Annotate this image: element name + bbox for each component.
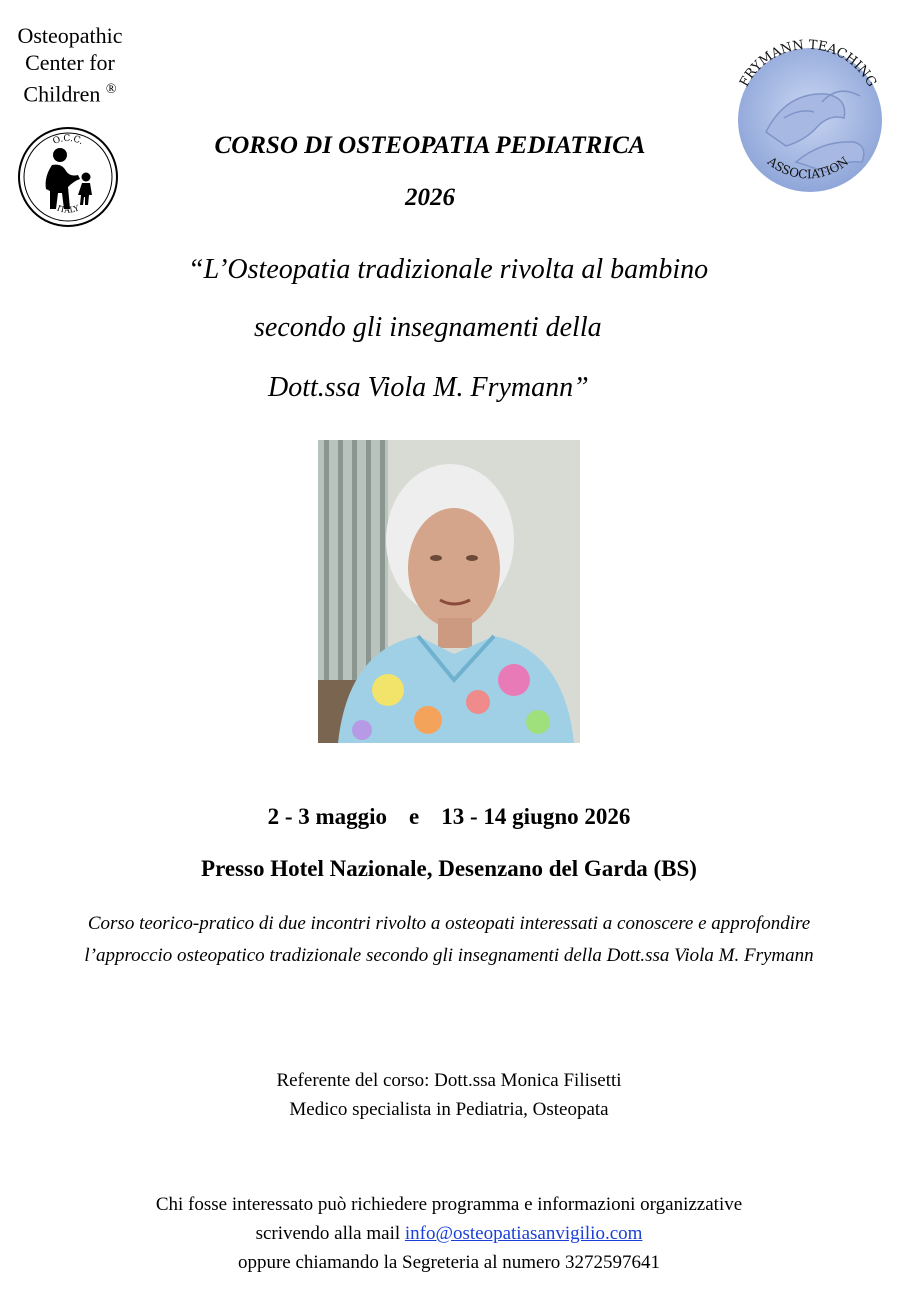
referent-role: Medico specialista in Pediatria, Osteopata [289,1099,609,1120]
referent-name: Referente del corso: Dott.ssa Monica Filisetti [276,1070,622,1091]
fta-logo [726,22,886,207]
course-year: 2026 [405,184,455,211]
contact-email-prefix: scrivendo alla mail [255,1223,401,1244]
subtitle-quote-line-2: secondo gli insegnamenti della [254,312,602,343]
contact-line-2 [0,1219,898,1248]
fta-top-text: FRYMANN TEACHING [737,37,879,90]
subtitle-quote-line-1: “L’Osteopatia tradizionale rivolta al bambino [188,254,709,285]
registered-mark: ® [105,82,117,97]
adult-child-icon [46,148,92,209]
contact-info [0,1190,898,1277]
course-dates [0,804,898,830]
subtitle-quote-line-3: Dott.ssa Viola M. Frymann” [268,372,589,403]
seal-top-text: O.C.C. [51,133,85,148]
course-description: Corso teorico-pratico di due incontri rivolto a osteopati interessati a conoscere e approfondire l’approccio osteopatico tradizionale secondo gli insegnamenti della Dott.ssa Viola M. Frymann [84,913,814,966]
seal-bottom-text: ITALY [55,203,81,215]
occ-line-1: Osteopathic [17,23,123,48]
portrait-photo [318,440,580,743]
course-title: CORSO DI OSTEOPATIA PEDIATRICA [214,132,646,159]
occ-line-2: Center for [25,50,115,75]
fta-bottom-text: ASSOCIATION [764,154,852,182]
occ-logo-text [0,22,140,107]
dates-first: 2 - 3 maggio [267,804,388,829]
dates-conjunction: e [409,804,420,829]
course-referent [0,1066,898,1124]
occ-line-3: Children [23,81,101,107]
contact-email-link[interactable]: info@osteopatiasanvigilio.com [404,1223,643,1244]
contact-phone-line: oppure chiamando la Segreteria al numero 3272597641 [237,1252,661,1273]
dates-second: 13 - 14 giugno 2026 [441,804,631,829]
course-venue: Presso Hotel Nazionale, Desenzano del Garda (BS) [201,856,697,881]
contact-line-1: Chi fosse interessato può richiedere programma e informazioni organizzative [155,1194,743,1215]
occ-line-3-wrap [0,76,140,107]
